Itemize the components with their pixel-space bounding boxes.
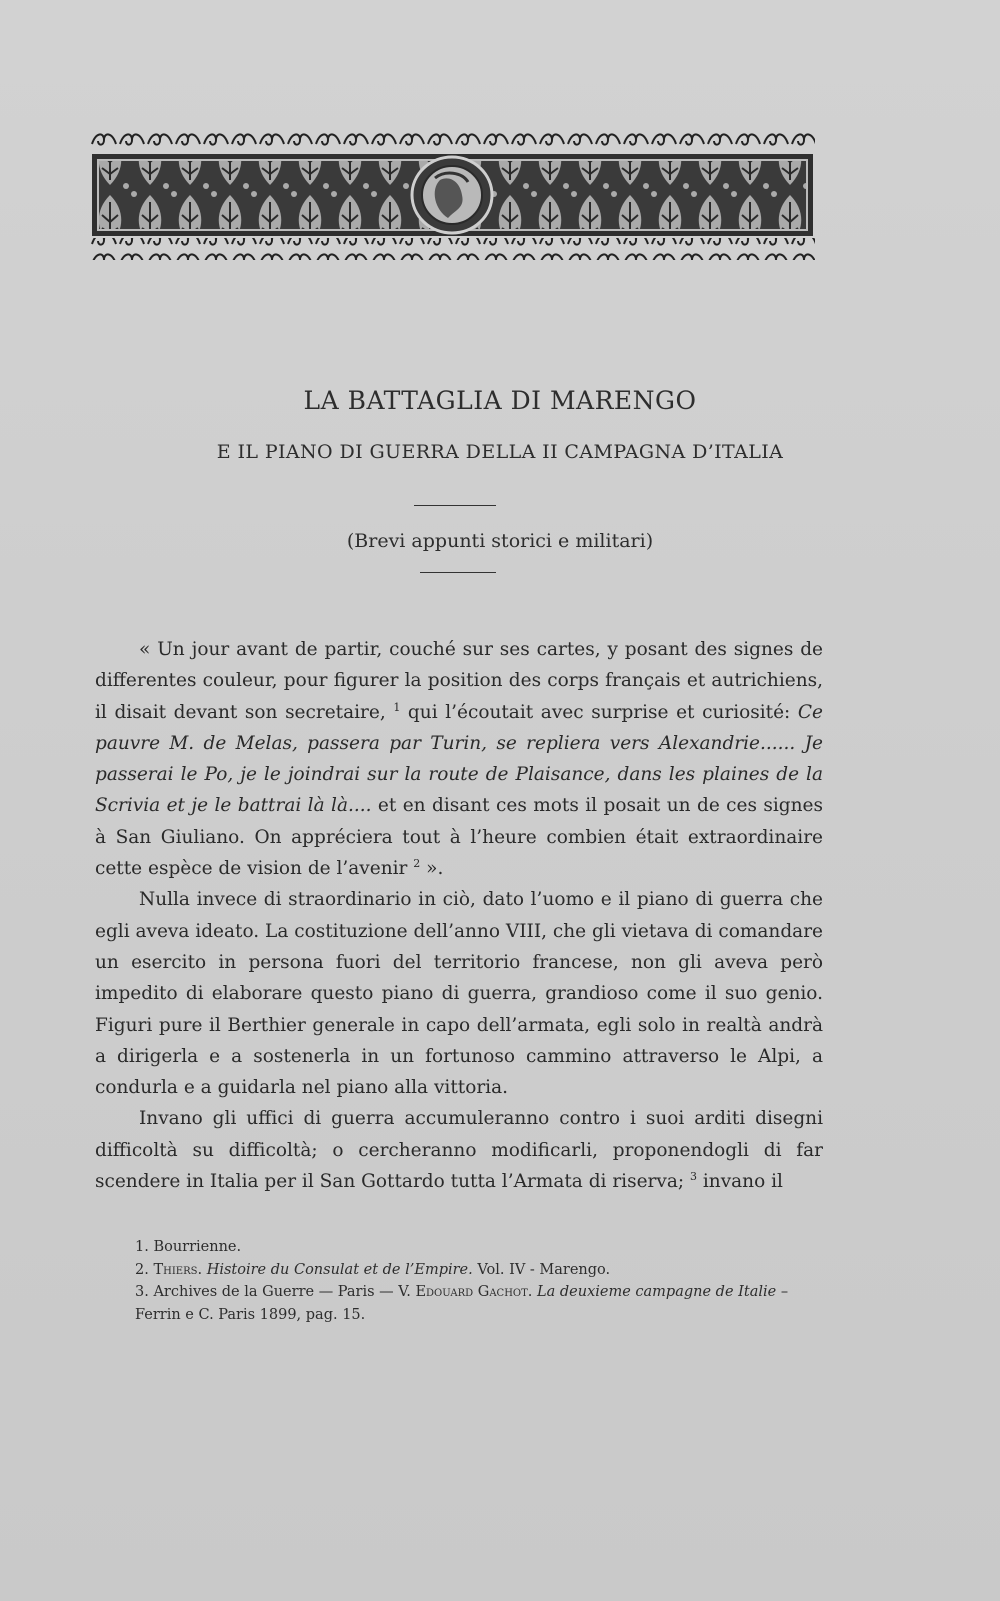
article-subtitle: E IL PIANO DI GUERRA DELLA II CAMPAGNA D’ITALIA: [216, 441, 784, 463]
footnotes: [95, 1236, 823, 1326]
footnote-author: Edouard Gachot.: [415, 1284, 533, 1300]
italic-quote: Ce pauvre M. de Melas, passera par Turin, se repliera vers Alexandrie...... Je passerai le Po, je le joindrai sur la route de Plaisance, dans les plaines de la Scrivia et je le battrai là là....: [95, 701, 824, 817]
footnote-author: Thiers.: [153, 1261, 203, 1278]
footnote-ref: 1: [393, 700, 401, 714]
text-run: ».: [420, 858, 444, 880]
footnote: [95, 1281, 823, 1326]
divider-rule: [420, 572, 496, 573]
footnote-text: – Ferrin e C. Paris 1899, pag. 15.: [135, 1284, 789, 1323]
footnote-ref: 2: [413, 857, 421, 871]
footnote-title: Histoire du Consulat et de l’Empire.: [206, 1261, 473, 1278]
article-title: LA BATTAGLIA DI MARENGO: [303, 386, 697, 415]
text-run: « Un jour avant de partir, couché sur ses cartes, y posant des signes de differentes couleur, pour figurer la position des corps français et autrichiens, il disait devant son secretaire,: [95, 639, 823, 723]
footnote-number: 3.: [135, 1284, 149, 1300]
paragraph: [95, 1103, 823, 1197]
text-run: invano il: [696, 1171, 783, 1193]
text-run: qui l’écoutait avec surprise et curiosité:: [400, 701, 798, 723]
text-run: et en disant ces mots il posait un de ces signes à San Giuliano. On appréciera tout à l’heure combien était extraordinaire cette espèce de vision de l’avenir: [95, 795, 823, 880]
footnote-text: Archives de la Guerre — Paris — V.: [153, 1284, 411, 1300]
footnote: 1. Bourrienne.: [135, 1239, 242, 1255]
footnote-ref: 3: [689, 1170, 697, 1184]
paragraph-quote: [95, 634, 823, 884]
article-body: [95, 634, 823, 1197]
article-note: (Brevi appunti storici e militari): [346, 530, 654, 552]
footnote: [95, 1259, 823, 1282]
paragraph: Nulla invece di straordinario in ciò, dato l’uomo e il piano di guerra che egli aveva ideato. La costituzione dell’anno VIII, che gli vietava di comandare un esercito in persona fuori del territorio francese, non gli aveva però impedito di elaborare questo piano di guerra, grandioso come il suo genio. Figuri pure il Berthier generale in capo dell’armata, egli solo in realtà andrà a dirigerla e a sostenerla in un fortunoso cammino attraverso le Alpi, a condurla e a guidarla nel piano alla vittoria.: [95, 889, 823, 1099]
footnote-text: Vol. IV - Marengo.: [477, 1261, 611, 1278]
divider-rule: [414, 505, 496, 506]
footnote-number: 2.: [135, 1261, 149, 1278]
footnote-title: La deuxieme campagne de Italie: [537, 1284, 777, 1300]
text-run: Invano gli uffici di guerra accumuleranno contro i suoi arditi disegni difficoltà su difficoltà; o cercheranno modificarli, proponendogli di far scendere in Italia per il San Gottardo tutta l’Armata di riserva;: [95, 1108, 823, 1193]
ornamental-headpiece: [90, 130, 815, 260]
